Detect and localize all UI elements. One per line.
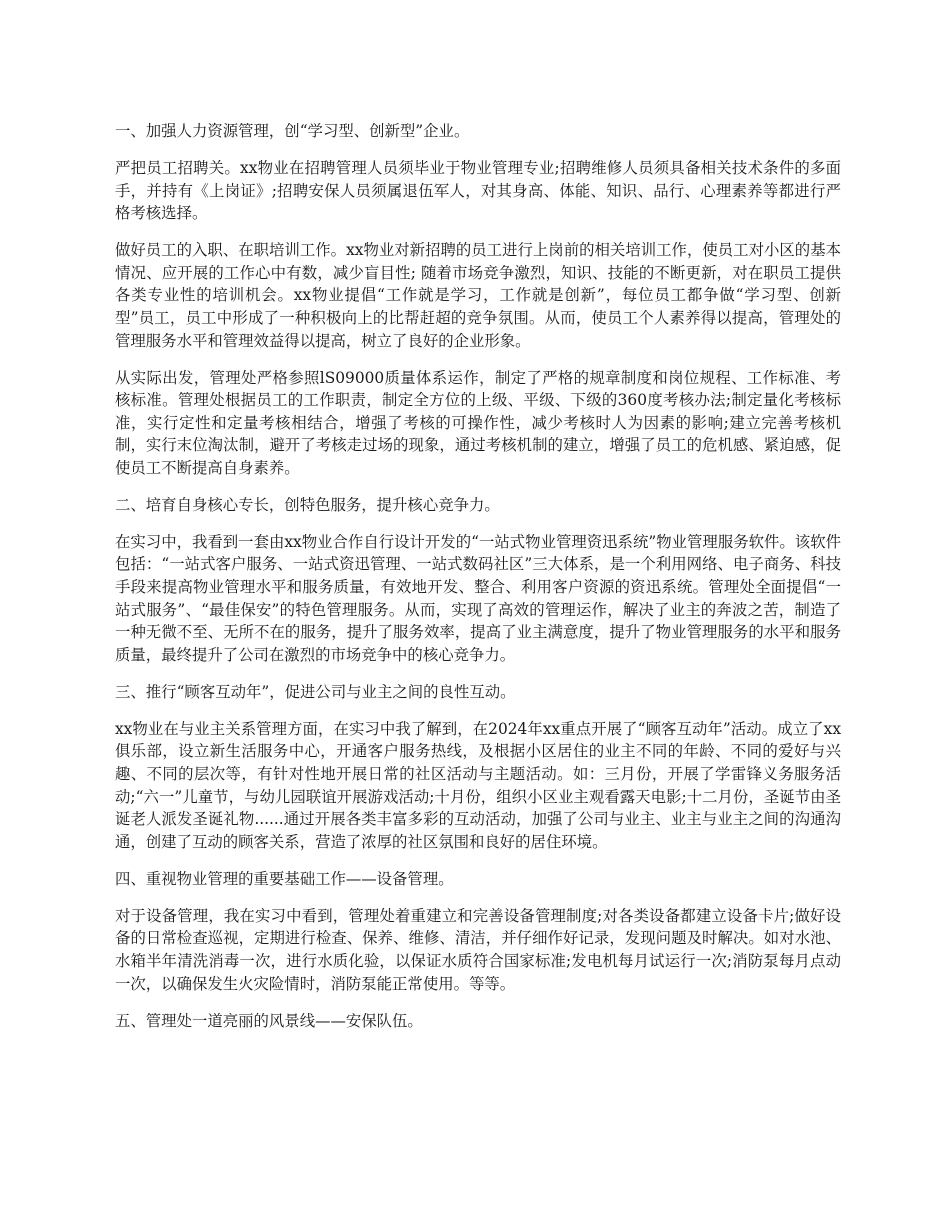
section-heading-1: 一、加强人力资源管理，创“学习型、创新型”企业。	[115, 122, 470, 140]
paragraph-training: 做好员工的入职、在职培训工作。xx物业对新招聘的员工进行上岗前的相关培训工作，使员工对小区的基本情况、应开展的工作心中有数，减少盲目性; 随着市场竞争激烈，知识、技能的不断更新，对在职员工提供各类专业性的培训机会。xx物业提倡“工作就是学习，工作就是创新”，每位员工都争做“学习型、创新型”员工，员工中形成了一种积极向上的比帮赶超的竞争氛围。从而，使员工个人素养得以提高，管理处的管理服务水平和管理效益得以提高，树立了良好的企业形象。	[115, 241, 841, 350]
paragraph-recruitment: 严把员工招聘关。xx物业在招聘管理人员须毕业于物业管理专业;招聘维修人员须具备相关技术条件的多面手，并持有《上岗证》;招聘安保人员须属退伍军人，对其身高、体能、知识、品行、心理素养等都进行严格考核选择。	[115, 158, 841, 223]
section-heading-5: 五、管理处一道亮丽的风景线——安保队伍。	[115, 1011, 423, 1030]
section-heading-2: 二、培育自身核心专长，创特色服务，提升核心竞争力。	[115, 495, 500, 514]
section-heading-4: 四、重视物业管理的重要基础工作——设备管理。	[115, 869, 454, 888]
section-heading-3: 三、推行“顾客互动年”，促进公司与业主之间的良性互动。	[115, 682, 516, 701]
paragraph-software: 在实习中，我看到一套由xx物业合作自行设计开发的“一站式物业管理资迅系统”物业管理服务软件。该软件包括：“一站式客户服务、一站式资迅管理、一站式数码社区”三大体系，是一个利用网络、电子商务、科技手段来提高物业管理水平和服务质量，有效地开发、整合、利用客户资源的资迅系统。管理处全面提倡“一站式服务”、“最佳保安”的特色管理服务。从而，实现了高效的管理运作，解决了业主的奔波之苦，制造了一种无微不至、无所不在的服务，提升了服务效率，提高了业主满意度，提升了物业管理服务的水平和服务质量，最终提升了公司在激烈的市场竞争中的核心竞争力。	[115, 532, 841, 664]
paragraph-assessment: 从实际出发，管理处严格参照lS09000质量体系运作，制定了严格的规章制度和岗位规程、工作标准、考核标准。管理处根据员工的工作职责，制定全方位的上级、平级、下级的360度考核办法;制定量化考核标准，实行定性和定量考核相结合，增强了考核的可操作性，减少考核时人为因素的影响;建立完善考核机制，实行末位淘汰制，避开了考核走过场的现象，通过考核机制的建立，增强了员工的危机感、紧迫感，促使员工不断提高自身素养。	[115, 368, 841, 477]
document-body	[115, 120, 841, 1046]
paragraph-interaction: xx物业在与业主关系管理方面，在实习中我了解到，在2024年xx重点开展了“顾客互动年”活动。成立了xx俱乐部，设立新生活服务中心，开通客户服务热线，及根据小区居住的业主不同的年龄、不同的爱好与兴趣、不同的层次等，有针对性地开展日常的社区活动与主题活动。如：三月份，开展了学雷锋义务服务活动;“六一”儿童节，与幼儿园联谊开展游戏活动;十月份，组织小区业主观看露天电影;十二月份，圣诞节由圣诞老人派发圣诞礼物......通过开展各类丰富多彩的互动活动，加强了公司与业主、业主与业主之间的沟通沟通，创建了互动的顾客关系，营造了浓厚的社区氛围和良好的居住环境。	[115, 719, 841, 851]
paragraph-equipment: 对于设备管理，我在实习中看到，管理处着重建立和完善设备管理制度;对各类设备都建立设备卡片;做好设备的日常检查巡视，定期进行检查、保养、维修、清洁，并仔细作好记录，发现问题及时解决。如对水池、水箱半年清洗消毒一次，进行水质化验，以保证水质符合国家标准;发电机每月试运行一次;消防泵每月点动一次，以确保发生火灾险情时，消防泵能正常使用。等等。	[115, 906, 841, 993]
